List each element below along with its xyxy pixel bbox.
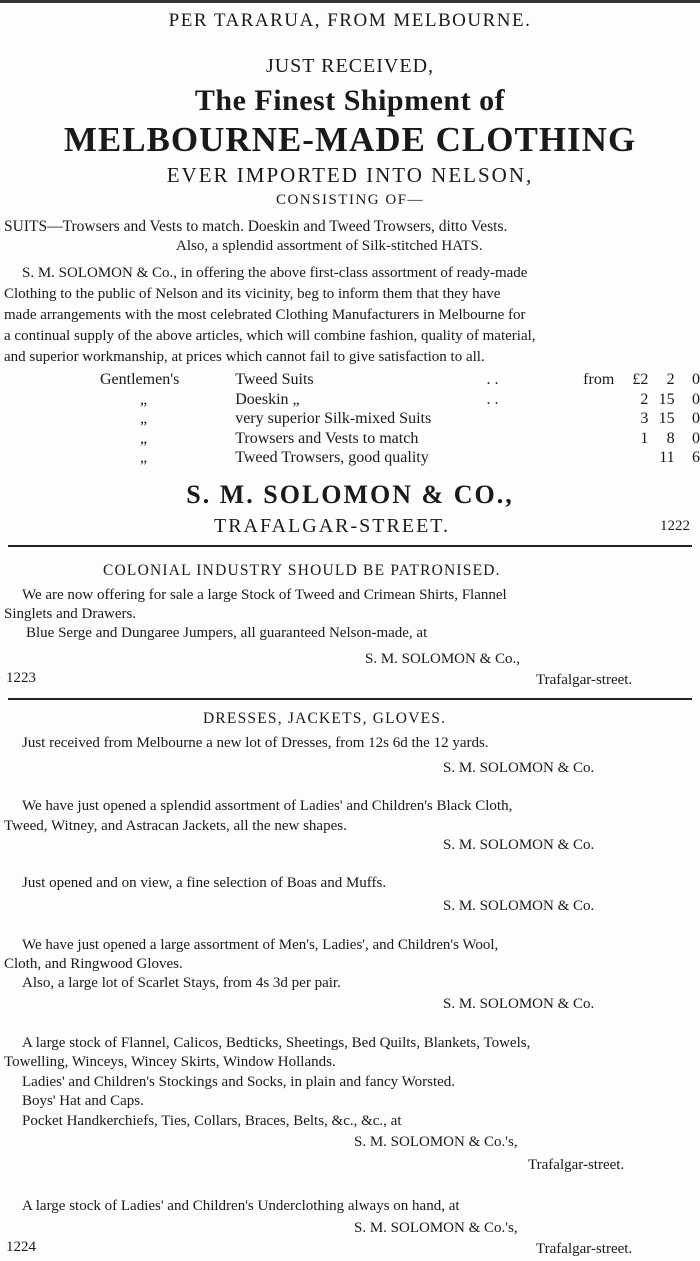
price-row [100, 448, 700, 468]
ad3-paragraph: Just opened and on view, a fine selection of Boas and Muffs. [22, 875, 387, 891]
ad1-just-received: JUST RECEIVED, [265, 55, 435, 77]
price-pence: 0 [692, 429, 700, 447]
price-description: very superior Silk-mixed Suits [235, 410, 432, 427]
price-ditto: „ [140, 429, 148, 447]
ad3-signature: S. M. SOLOMON & Co. [443, 837, 595, 853]
price-dots [487, 409, 584, 429]
ad3-signature: S. M. SOLOMON & Co. [443, 996, 595, 1012]
ad1-street: TRAFALGAR-STREET. [214, 515, 451, 537]
ad2-line: Singlets and Drawers. [4, 606, 137, 622]
ad1-items-line2: Also, a splendid assortment of Silk-stitched HATS. [176, 238, 483, 254]
ad3-header: DRESSES, JACKETS, GLOVES. [203, 710, 447, 727]
price-dots: . . [486, 371, 499, 388]
price-from [583, 390, 625, 410]
price-dots [487, 429, 584, 449]
price-pence: 6 [692, 449, 700, 466]
ad3-paragraph: We have just opened a splendid assortment of Ladies' and Children's Black Cloth, [22, 798, 513, 814]
ad3-paragraph: Towelling, Winceys, Wincey Skirts, Window Hollands. [4, 1054, 336, 1070]
ad2-ad-number: 1223 [6, 670, 36, 686]
divider [8, 698, 692, 700]
ad3-paragraph: Just received from Melbourne a new lot of Dresses, from 12s 6d the 12 yards. [22, 735, 489, 751]
price-ditto: „ [140, 449, 148, 466]
price-dots: . . [486, 390, 499, 408]
price-description: Tweed Suits [235, 371, 314, 388]
price-pounds: 1 [640, 429, 649, 447]
ad3-street: Trafalgar-street. [528, 1157, 625, 1173]
ad3-paragraph: Boys' Hat and Caps. [22, 1093, 144, 1109]
ad3-ad-number: 1224 [6, 1239, 36, 1255]
price-from [583, 448, 625, 468]
price-shillings: 11 [659, 449, 675, 466]
ad1-firm-name: S. M. SOLOMON & CO., [186, 480, 514, 509]
ad3-paragraph: Cloth, and Ringwood Gloves. [4, 956, 183, 972]
price-description: Trowsers and Vests to match [235, 429, 419, 447]
price-ditto: „ [140, 390, 148, 408]
price-pounds: 2 [640, 390, 649, 408]
ad3-paragraph: A large stock of Flannel, Calicos, Bedticks, Sheetings, Bed Quilts, Blankets, Towels, [22, 1035, 531, 1051]
price-shillings: 15 [658, 410, 675, 427]
price-from [583, 429, 625, 449]
ad1-consisting-of: CONSISTING OF— [275, 192, 425, 208]
ad3-signature: S. M. SOLOMON & Co.'s, [354, 1134, 518, 1150]
ad3-paragraph: A large stock of Ladies' and Children's Underclothing always on hand, at [22, 1198, 460, 1214]
price-shillings: 15 [658, 390, 675, 408]
ad1-finest-shipment: The Finest Shipment of [194, 84, 506, 117]
ad3-paragraph: Tweed, Witney, and Astracan Jackets, all the new shapes. [4, 818, 347, 834]
ad3-paragraph: Pocket Handkerchiefs, Ties, Collars, Braces, Belts, &c., &c., at [22, 1113, 402, 1129]
price-pounds: 3 [640, 410, 649, 427]
ad3-street: Trafalgar-street. [536, 1241, 633, 1257]
ad1-body-line: and superior workmanship, at prices which cannot fail to give satisfaction to all. [4, 349, 485, 365]
price-pounds [625, 448, 648, 468]
ad1-ad-number: 1222 [660, 518, 690, 534]
price-pence: 0 [692, 371, 700, 388]
price-shillings: 2 [666, 371, 675, 388]
ad3-paragraph: Ladies' and Children's Stockings and Socks, in plain and fancy Worsted. [22, 1074, 456, 1090]
price-row [100, 409, 700, 429]
price-pence: 0 [692, 410, 700, 427]
price-row [100, 390, 700, 410]
ad1-body-line: a continual supply of the above articles, which will combine fashion, quality of material, [4, 328, 536, 344]
ad3-paragraph: We have just opened a large assortment of Men's, Ladies', and Children's Wool, [22, 937, 499, 953]
ad1-price-list [100, 370, 700, 468]
price-description: Doeskin „ [235, 390, 300, 408]
price-ditto: Gentlemen's [100, 371, 180, 388]
ad3-signature: S. M. SOLOMON & Co.'s, [354, 1220, 518, 1236]
ad2-line: We are now offering for sale a large Stock of Tweed and Crimean Shirts, Flannel [22, 587, 507, 603]
ad1-items-line1: SUITS—Trowsers and Vests to match. Doeskin and Tweed Trowsers, ditto Vests. [4, 218, 508, 235]
ad2-firm: S. M. SOLOMON & Co., [365, 651, 521, 667]
price-shillings: 8 [666, 429, 675, 447]
price-dots [487, 448, 584, 468]
ad2-street: Trafalgar-street. [536, 672, 633, 688]
ad1-body-line: S. M. SOLOMON & Co., in offering the above first-class assortment of ready-made [22, 265, 528, 281]
ad3-signature: S. M. SOLOMON & Co. [443, 760, 595, 776]
ad1-body-line: Clothing to the public of Nelson and its vicinity, beg to inform them that they have [4, 286, 501, 302]
divider [8, 545, 692, 547]
price-row [100, 429, 700, 449]
ad3-signature: S. M. SOLOMON & Co. [443, 898, 595, 914]
price-description: Tweed Trowsers, good quality [235, 449, 429, 466]
ad1-body-line: made arrangements with the most celebrated Clothing Manufacturers in Melbourne for [4, 307, 526, 323]
price-from: from [583, 371, 615, 388]
price-ditto: „ [140, 410, 148, 427]
ad2-line: Blue Serge and Dungaree Jumpers, all guaranteed Nelson-made, at [26, 625, 428, 641]
price-from [583, 409, 625, 429]
ad1-header: PER TARARUA, FROM MELBOURNE. [168, 10, 532, 31]
ad2-header: COLONIAL INDUSTRY SHOULD BE PATRONISED. [103, 562, 501, 579]
top-border [0, 0, 700, 3]
price-pence: 0 [692, 390, 700, 408]
price-row [100, 370, 700, 390]
ad3-paragraph: Also, a large lot of Scarlet Stays, from 4s 3d per pair. [22, 975, 341, 991]
price-pounds: £2 [632, 371, 649, 388]
ad1-melbourne-made-clothing: MELBOURNE-MADE CLOTHING [63, 120, 637, 159]
ad1-imported-into-nelson: EVER IMPORTED INTO NELSON, [166, 163, 534, 187]
